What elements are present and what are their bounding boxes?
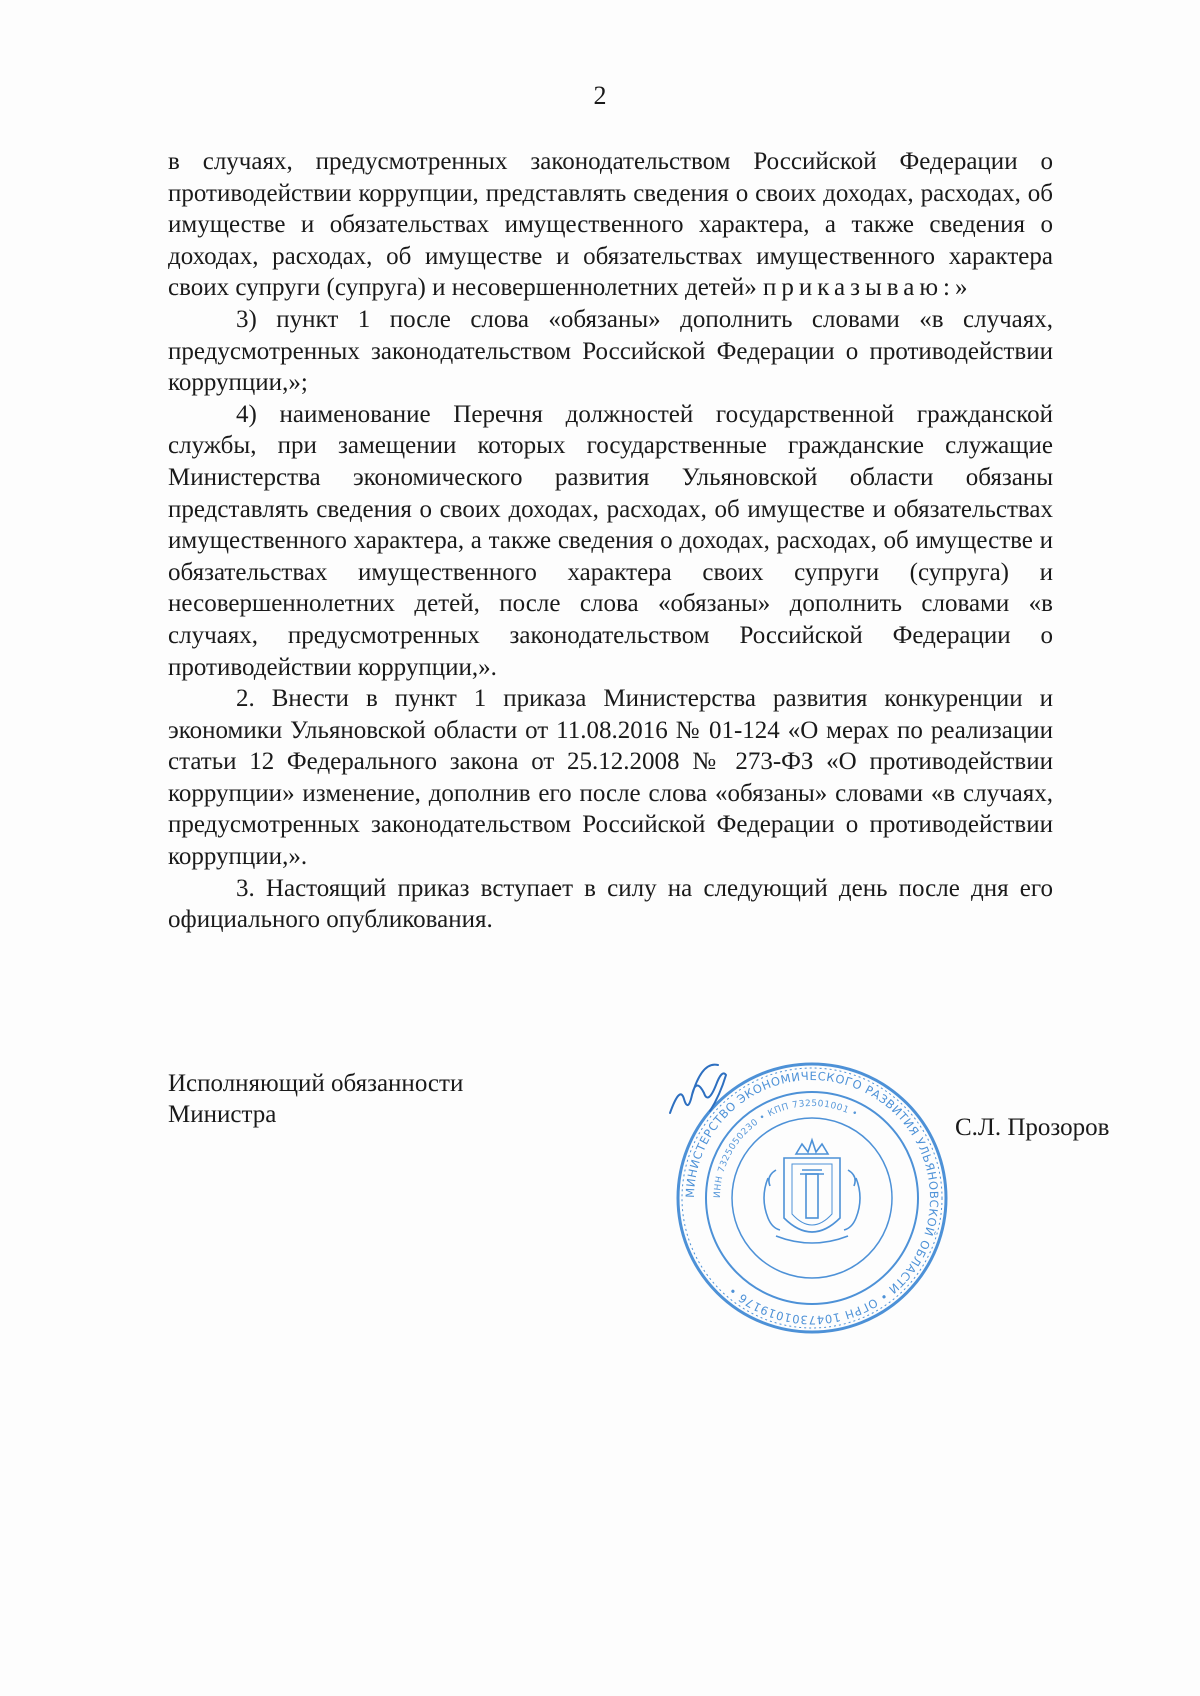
paragraph-item-3: 3) пункт 1 после слова «обязаны» дополнить словами «в случаях, предусмотренных законодательством Российской Федерации о противодействии коррупции,»;: [168, 305, 1053, 397]
position-line-1: Исполняющий обязанности: [168, 1070, 464, 1097]
document-body: [168, 146, 1053, 936]
coat-of-arms-icon: [764, 1140, 860, 1243]
paragraph-clause-2: 2. Внести в пункт 1 приказа Министерства развития конкуренции и экономики Ульяновской области от 11.08.2016 № 01-124 «О мерах по реализации статьи 12 Федерального закона от 25.12.2008 № 273-ФЗ «О противодействии коррупции» изменение, дополнив его после слова «обязаны» словами «в случаях, предусмотренных законодательством Российской Федерации о противодействии коррупции,».: [168, 685, 1053, 871]
order-keyword: приказываю:»: [762, 274, 973, 302]
handwritten-signature: [662, 1055, 742, 1135]
stamp-outer-text: МИНИСТЕРСТВО ЭКОНОМИЧЕСКОГО РАЗВИТИЯ УЛЬЯНОВСКОЙ ОБЛАСТИ • ОГРН 1047301019176 •: [682, 1068, 942, 1328]
position-line-2: Министра: [168, 1101, 277, 1128]
signature-position: [168, 1068, 463, 1130]
paragraph-clause-3: 3. Настоящий приказ вступает в силу на следующий день после дня его официального опубликования.: [168, 874, 1053, 934]
paragraph-item-4: 4) наименование Перечня должностей государственной гражданской службы, при замещении которых государственные гражданские служащие Министерства экономического развития Ульяновской области обязаны представлять сведения о своих доходах, расходах, об имуществе и обязательствах имущественного характера, а также сведения о доходах, расходах, об имуществе и обязательствах имущественного характера своих супруги (супруга) и несовершеннолетних детей, после слова «обязаны» дополнить словами «в случаях, предусмотренных законодательством Российской Федерации о противодействии коррупции,».: [168, 400, 1053, 681]
stamp-inner-text: ИНН 7325050230 • КПП 732501001 •: [712, 1098, 860, 1199]
paragraph-continuation: [168, 146, 1053, 304]
signatory-name: С.Л. Прозоров: [955, 1114, 1110, 1141]
paragraph-0-text: в случаях, предусмотренных законодательством Российской Федерации о противодействии коррупции, представлять сведения о своих доходах, расходах, об имуществе и обязательствах имущественного характера, а также сведения о доходах, расходах, об имуществе и обязательствах имущественного характера своих супруги (супруга) и несовершеннолетних детей»: [168, 148, 1053, 302]
page-number: 2: [593, 81, 607, 110]
